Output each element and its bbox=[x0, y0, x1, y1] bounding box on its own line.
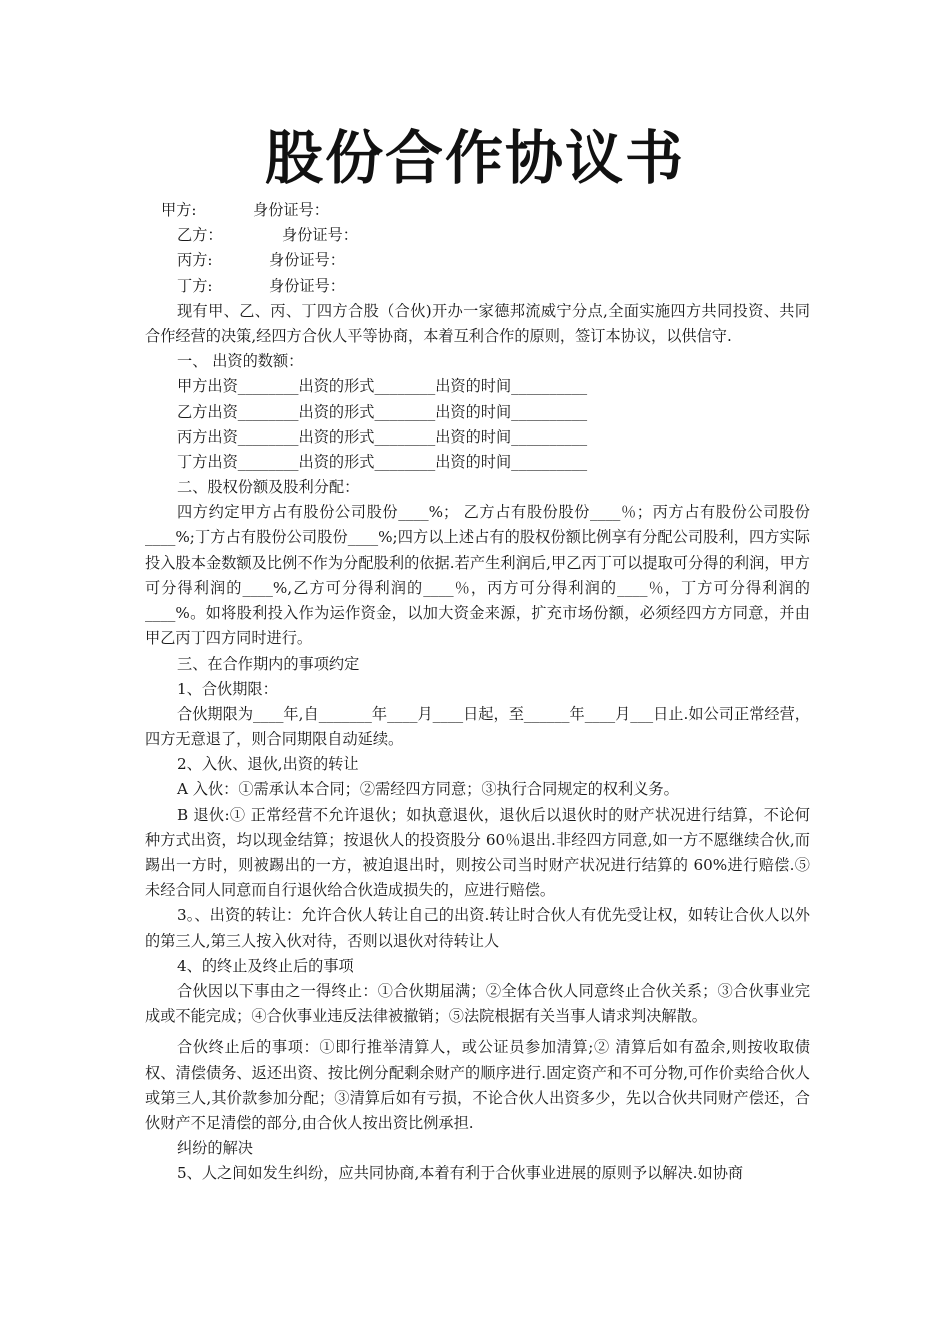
withdraw-paragraph: B 退伙:① 正常经营不允许退伙；如执意退伙，退伙后以退伙时的财产状况进行结算，不论何种方式出资，均以现金结算；按退伙人的投资股分 60％退出.非经四方同意,如一方不愿继续合伙,而踢出一方时，则被踢出的一方，被迫退出时，则按公司当时财产状况进行结算的 60%进行赔偿.⑤ 未经合同人同意而自行退伙给合伙造成损失的，应进行赔偿。 bbox=[145, 805, 810, 900]
capital-row: 甲方出资________出资的形式________出资的时间__________ bbox=[177, 377, 588, 396]
id-label: 身份证号： bbox=[253, 201, 329, 219]
post-termination-paragraph: 合伙终止后的事项：①即行推举清算人，或公证员参加清算;② 清算后如有盈余,则按收取债权、清偿债务、返还出资、按比例分配剩余财产的顺序进行.固定资产和不可分物,可作价卖给合伙人或第三人,其价款参加分配；③清算后如有亏损，不论合伙人出资多少，先以合伙共同财产偿还，合伙财产不足清偿的部分,由合伙人按出资比例承担. bbox=[145, 1038, 810, 1133]
party-line-ding bbox=[145, 274, 810, 299]
section-heading: 三、在合作期内的事项约定 bbox=[177, 654, 360, 673]
id-label: 身份证号： bbox=[269, 251, 345, 270]
section-heading: 二、股权份额及股利分配： bbox=[177, 478, 360, 497]
party-label: 乙方： bbox=[177, 226, 223, 245]
capital-row: 乙方出资________出资的形式________出资的时间__________ bbox=[177, 402, 588, 421]
document-title: 股份合作协议书 bbox=[264, 124, 685, 192]
subsection-heading: 2、入伙、退伙,出资的转让 bbox=[177, 755, 359, 774]
subsection-heading: 4、的终止及终止后的事项 bbox=[177, 956, 354, 975]
equity-paragraph: 四方约定甲方占有股份公司股份____%； 乙方占有股份股份____％；丙方占有股份公司股份____%;丁方占有股份公司股份____%;四方以上述占有的股权份额比例享有分配公司股利，四方实际投入股本金数额及比例不作为分配股利的依据.若产生利润后,甲乙丙丁可以提取可分得的利润，甲方可分得利润的____%,乙方可分得利润的____％，丙方可分得利润的____％，丁方可分得利润的____%。如将股利投入作为运作资金，以加大资金来源，扩充市场份额，必须经四方方同意，并由甲乙丙丁四方同时进行。 bbox=[145, 503, 810, 648]
party-line-bing bbox=[145, 248, 810, 273]
transfer-paragraph: 3。、出资的转让：允许合伙人转让自己的出资.转让时合伙人有优先受让权，如转让合伙人以外的第三人,第三人按入伙对待，否则以退伙对待转让人 bbox=[145, 906, 810, 950]
capital-row: 丁方出资________出资的形式________出资的时间__________ bbox=[177, 452, 588, 471]
party-line-jia bbox=[145, 198, 810, 223]
subsection-heading: 1、合伙期限： bbox=[177, 679, 278, 698]
term-paragraph: 合伙期限为____年,自_______年____月____日起，至______年____月___日止.如公司正常经营，四方无意退了，则合同期限自动延续。 bbox=[145, 704, 810, 749]
capital-row: 丙方出资________出资的形式________出资的时间__________ bbox=[177, 427, 588, 446]
join-paragraph: A 入伙：①需承认本合同；②需经四方同意；③执行合同规定的权利义务。 bbox=[177, 780, 679, 799]
id-label: 身份证号： bbox=[282, 226, 358, 245]
dispute-paragraph: 5、人之间如发生纠纷，应共同协商,本着有利于合伙事业进展的原则予以解决.如协商 bbox=[177, 1164, 744, 1183]
id-label: 身份证号： bbox=[269, 276, 345, 295]
party-label: 丙方: bbox=[177, 251, 213, 270]
document-body bbox=[145, 198, 810, 1187]
termination-paragraph: 合伙因以下事由之一得终止：①合伙期届满；②全体合伙人同意终止合伙关系；③合伙事业完成或不能完成；④合伙事业违反法律被撤销；⑤法院根据有关当事人请求判决解散。 bbox=[145, 982, 810, 1026]
party-label: 甲方: bbox=[161, 201, 197, 219]
party-label: 丁方: bbox=[177, 276, 213, 295]
section-heading: 一、 出资的数额： bbox=[177, 352, 304, 371]
subsection-heading: 纠纷的解决 bbox=[177, 1139, 253, 1158]
intro-paragraph: 现有甲、乙、丙、丁四方合股（合伙)开办一家德邦流威宁分点,全面实施四方共同投资、共同合作经营的决策,经四方合伙人平等协商，本着互利合作的原则，签订本协议，以供信守. bbox=[145, 301, 810, 345]
party-line-yi bbox=[145, 223, 810, 248]
